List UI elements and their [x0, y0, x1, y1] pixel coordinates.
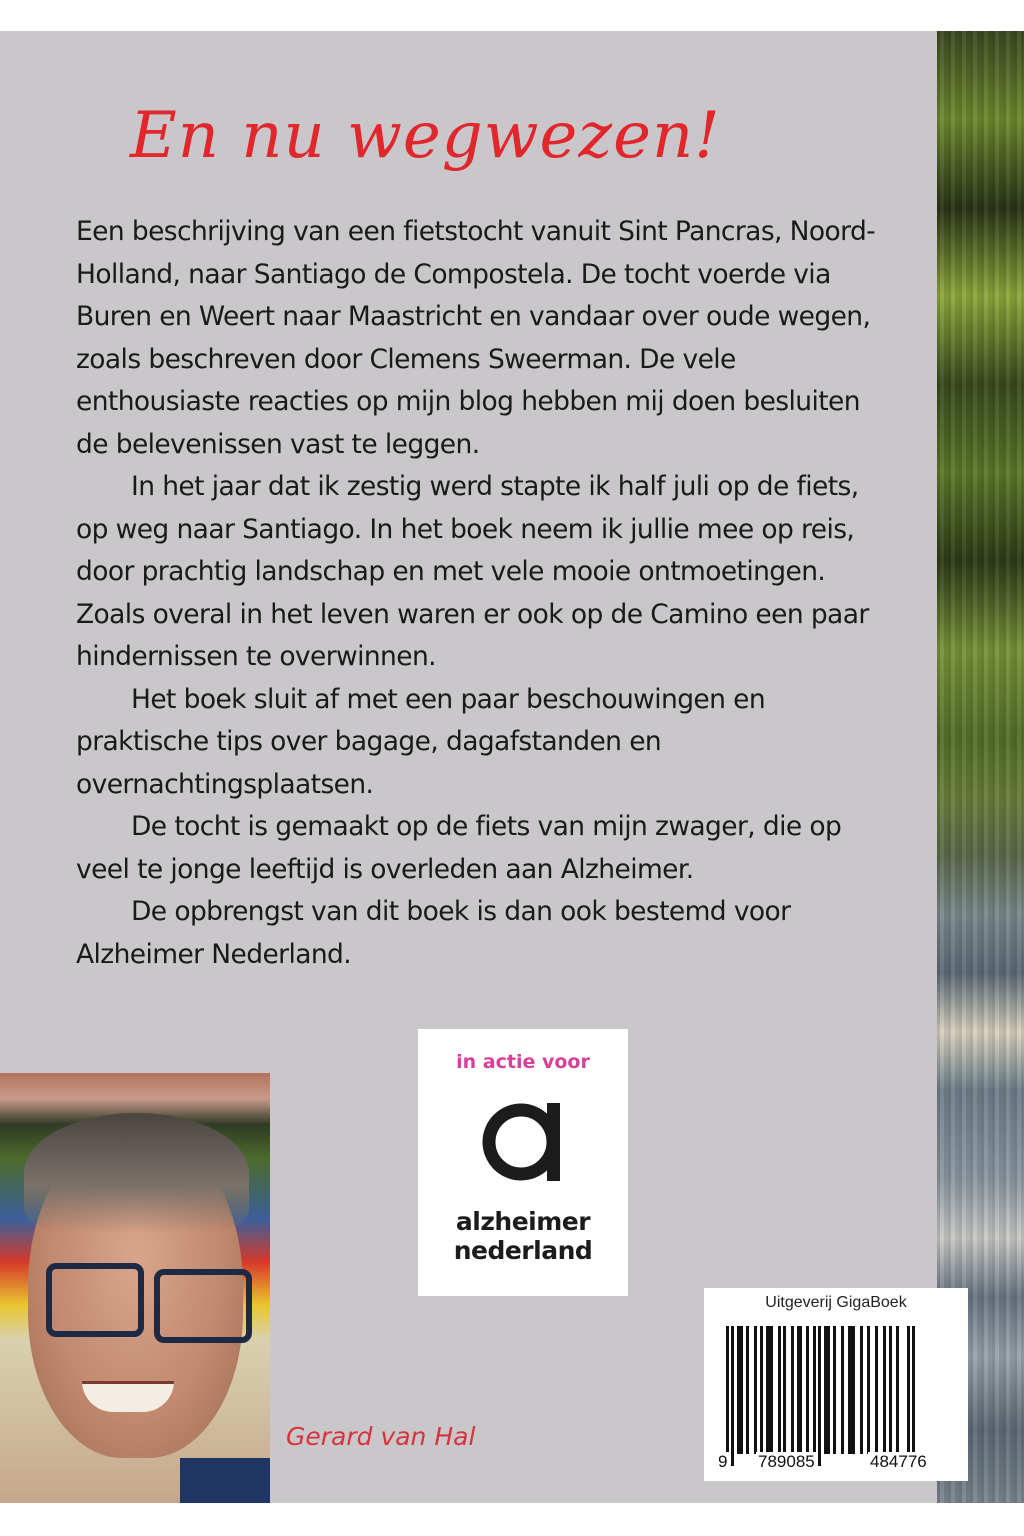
logo-tagline: in actie voor: [456, 1051, 590, 1073]
book-back-cover: [0, 31, 1024, 1503]
barcode-prefix-digit: 9: [718, 1452, 728, 1471]
alzheimer-nederland-logo: [418, 1029, 628, 1296]
barcode-bars: [726, 1326, 958, 1466]
author-name: Gerard van Hal: [286, 1422, 476, 1451]
letter-a-logo-icon: [481, 1099, 567, 1185]
blurb-paragraph-1: Een beschrijving van een fietstocht vanuit Sint Pancras, Noord-Holland, naar Santiago de Compostela. De tocht voerde via Buren en Weert naar Maastricht en vandaar over oude wegen, zoals beschreven door Clemens Sweerman. De vele enthousiaste reacties op mijn blog hebben mij doen besluiten de belevenissen vast te leggen.: [76, 216, 876, 460]
forest-path-photo: [937, 31, 1024, 1503]
blurb-paragraph-3: Het boek sluit af met een paar beschouwingen en praktische tips over bagage, dagafstanden en overnachtingsplaatsen.: [76, 683, 766, 800]
logo-wordmark-line1: alzheimer: [455, 1207, 591, 1236]
author-hair: [24, 1113, 249, 1233]
blurb-paragraph-5: De opbrengst van dit boek is dan ook bestemd voor Alzheimer Nederland.: [76, 896, 791, 970]
barcode-left-digits: 789085: [758, 1452, 815, 1471]
author-shirt: [180, 1458, 270, 1503]
blurb: [76, 211, 876, 976]
glasses-right-lens: [154, 1269, 252, 1343]
blurb-paragraph-2: In het jaar dat ik zestig werd stapte ik half juli op de fiets, op weg naar Santiago. In het boek neem ik jullie mee op reis, door prachtig landschap en met vele mooie ontmoetingen. Zoals overal in het leven waren er ook op de Camino een paar hindernissen te overwinnen.: [76, 471, 869, 672]
logo-wordmark-line2: nederland: [453, 1236, 593, 1265]
publisher-name: Uitgeverij GigaBoek: [765, 1294, 907, 1311]
author-portrait: [0, 1073, 270, 1503]
isbn-barcode: [704, 1288, 968, 1481]
logo-wordmark: [418, 1207, 628, 1265]
blurb-paragraph-4: De tocht is gemaakt op de fiets van mijn zwager, die op veel te jonge leeftijd is overleden aan Alzheimer.: [76, 811, 842, 885]
glasses-left-lens: [46, 1263, 144, 1337]
barcode-right-digits: 484776: [870, 1452, 927, 1471]
book-title: En nu wegwezen!: [130, 99, 721, 173]
